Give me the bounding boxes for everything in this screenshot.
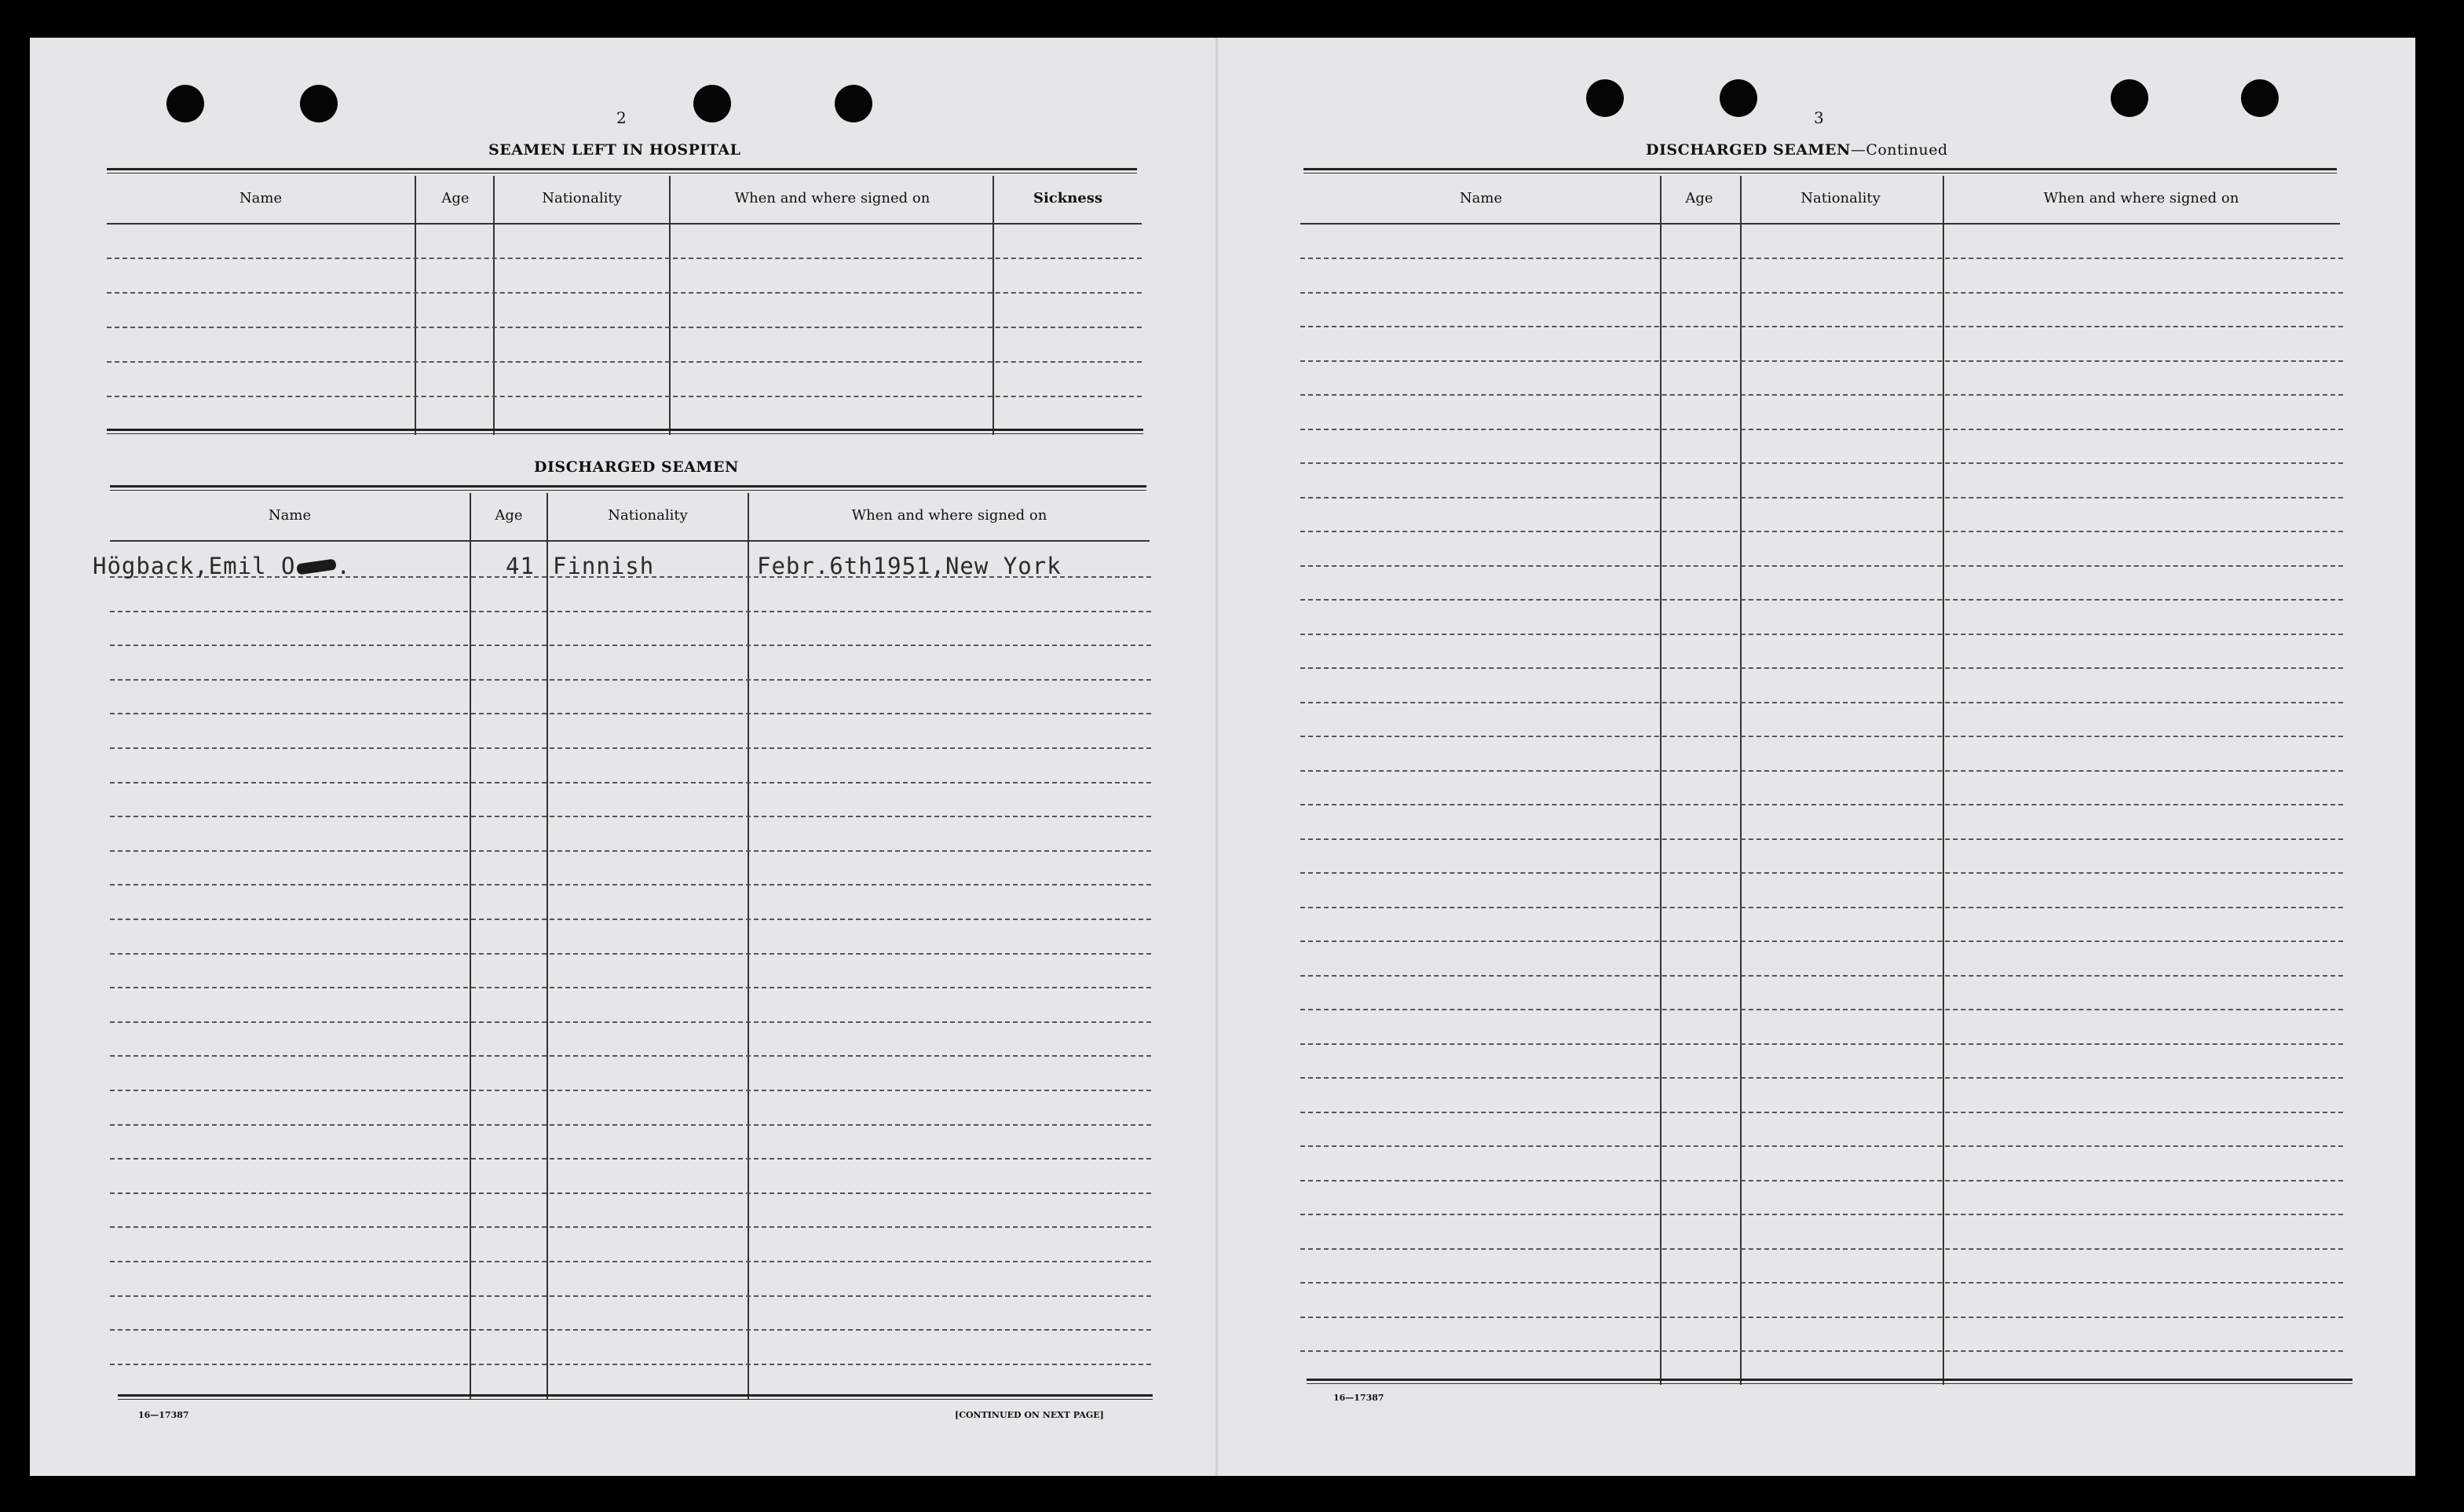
column-header-age: Age: [495, 507, 523, 524]
row-rule: [1300, 770, 2343, 772]
table-top-rule: [110, 485, 1146, 491]
seaman-age: 41: [506, 553, 535, 579]
row-rule: [110, 747, 1151, 749]
column-header-name: Name: [268, 507, 312, 524]
column-header-age: Age: [1685, 190, 1713, 206]
column-header-nationality: Nationality: [1800, 190, 1881, 206]
row-rule: [110, 1124, 1151, 1126]
row-rule: [1300, 292, 2343, 294]
row-rule: [1300, 1282, 2343, 1284]
seaman-nationality: Finnish: [553, 553, 655, 579]
discharged-continued-title: DISCHARGED SEAMEN—Continued: [1646, 141, 1948, 159]
row-rule: [110, 645, 1151, 646]
row-rule: [1300, 1009, 2343, 1010]
punch-hole: [1586, 79, 1624, 117]
row-rule: [110, 953, 1151, 955]
row-rule: [1300, 736, 2343, 737]
column-divider: [547, 493, 548, 1399]
column-header-signed-on: When and where signed on: [851, 507, 1047, 524]
row-rule: [107, 327, 1142, 328]
column-header-nationality: Nationality: [608, 507, 688, 524]
row-rule: [1300, 394, 2343, 396]
column-divider: [1943, 176, 1944, 1385]
row-rule: [110, 782, 1151, 783]
column-divider: [1740, 176, 1742, 1385]
punch-hole: [166, 85, 204, 122]
header-rule: [107, 223, 1142, 225]
column-header-signed-on: When and where signed on: [2043, 190, 2239, 206]
row-rule: [1300, 1317, 2343, 1318]
punch-hole: [2241, 79, 2279, 117]
page-number: 3: [1814, 108, 1824, 127]
row-rule: [1300, 838, 2343, 840]
row-rule: [110, 1021, 1151, 1023]
row-rule: [110, 1261, 1151, 1262]
row-rule: [110, 1090, 1151, 1091]
page-number: 2: [616, 108, 627, 127]
row-rule: [1300, 1043, 2343, 1045]
row-rule: [110, 1295, 1151, 1297]
row-rule: [110, 679, 1151, 681]
row-rule: [107, 361, 1142, 363]
row-rule: [107, 292, 1142, 294]
row-rule: [1300, 1214, 2343, 1215]
row-rule: [110, 1226, 1151, 1228]
row-rule: [110, 713, 1151, 714]
row-rule: [110, 1364, 1151, 1365]
seaman-signed-on: Febr.6th1951,New York: [757, 553, 1062, 579]
column-header-sickness: Sickness: [1033, 190, 1103, 206]
column-header-nationality: Nationality: [542, 190, 622, 206]
row-rule: [1300, 326, 2343, 327]
row-rule: [110, 1329, 1151, 1331]
row-rule: [1300, 667, 2343, 669]
column-header-name: Name: [1459, 190, 1503, 206]
row-rule: [1300, 1112, 2343, 1113]
punch-hole: [693, 85, 731, 122]
punch-hole: [1720, 79, 1757, 117]
row-rule: [110, 987, 1151, 988]
form-number: 16—17387: [138, 1410, 189, 1420]
row-rule: [110, 1192, 1151, 1194]
row-rule: [1300, 634, 2343, 635]
row-rule: [110, 884, 1151, 886]
column-header-age: Age: [441, 190, 470, 206]
header-rule: [1300, 223, 2340, 225]
row-rule: [1300, 360, 2343, 362]
column-divider: [470, 493, 471, 1399]
row-rule: [1300, 1248, 2343, 1250]
continued-note: [CONTINUED ON NEXT PAGE]: [955, 1410, 1104, 1420]
hospital-table-title: SEAMEN LEFT IN HOSPITAL: [488, 141, 741, 159]
row-rule: [1300, 462, 2343, 464]
column-divider: [1660, 176, 1662, 1385]
table-top-rule: [1303, 168, 2337, 173]
column-divider: [748, 493, 749, 1399]
punch-hole: [835, 85, 872, 122]
table-bottom-rule: [118, 1394, 1153, 1400]
table-bottom-rule: [1307, 1379, 2352, 1384]
row-rule: [107, 396, 1142, 397]
header-rule: [110, 540, 1150, 542]
crossed-out-initial: [297, 559, 337, 575]
page-fold: [1216, 38, 1218, 1476]
row-rule: [110, 1055, 1151, 1057]
discharged-table-title: DISCHARGED SEAMEN: [534, 458, 739, 476]
row-rule: [1300, 1180, 2343, 1181]
row-rule: [110, 919, 1151, 920]
row-rule: [1300, 599, 2343, 601]
row-rule: [1300, 429, 2343, 430]
row-rule: [1300, 257, 2343, 259]
form-number: 16—17387: [1333, 1393, 1384, 1403]
seaman-name: Högback,Emil O .: [93, 553, 351, 579]
row-rule: [1300, 1145, 2343, 1147]
row-rule: [110, 850, 1151, 852]
row-rule: [1300, 531, 2343, 532]
row-rule: [1300, 702, 2343, 703]
row-rule: [1300, 975, 2343, 977]
row-rule: [1300, 1350, 2343, 1352]
row-rule: [110, 816, 1151, 817]
punch-hole: [2111, 79, 2148, 117]
row-rule: [1300, 872, 2343, 874]
row-rule: [110, 611, 1151, 612]
row-rule: [1300, 565, 2343, 567]
row-rule: [110, 1158, 1151, 1160]
table-bottom-rule: [107, 429, 1143, 434]
punch-hole: [300, 85, 338, 122]
row-rule: [107, 257, 1142, 259]
table-top-rule: [107, 168, 1137, 173]
column-header-signed-on: When and where signed on: [734, 190, 930, 206]
row-rule: [1300, 940, 2343, 942]
row-rule: [1300, 907, 2343, 908]
row-rule: [1300, 804, 2343, 805]
row-rule: [1300, 497, 2343, 499]
row-rule: [1300, 1077, 2343, 1079]
column-header-name: Name: [239, 190, 283, 206]
